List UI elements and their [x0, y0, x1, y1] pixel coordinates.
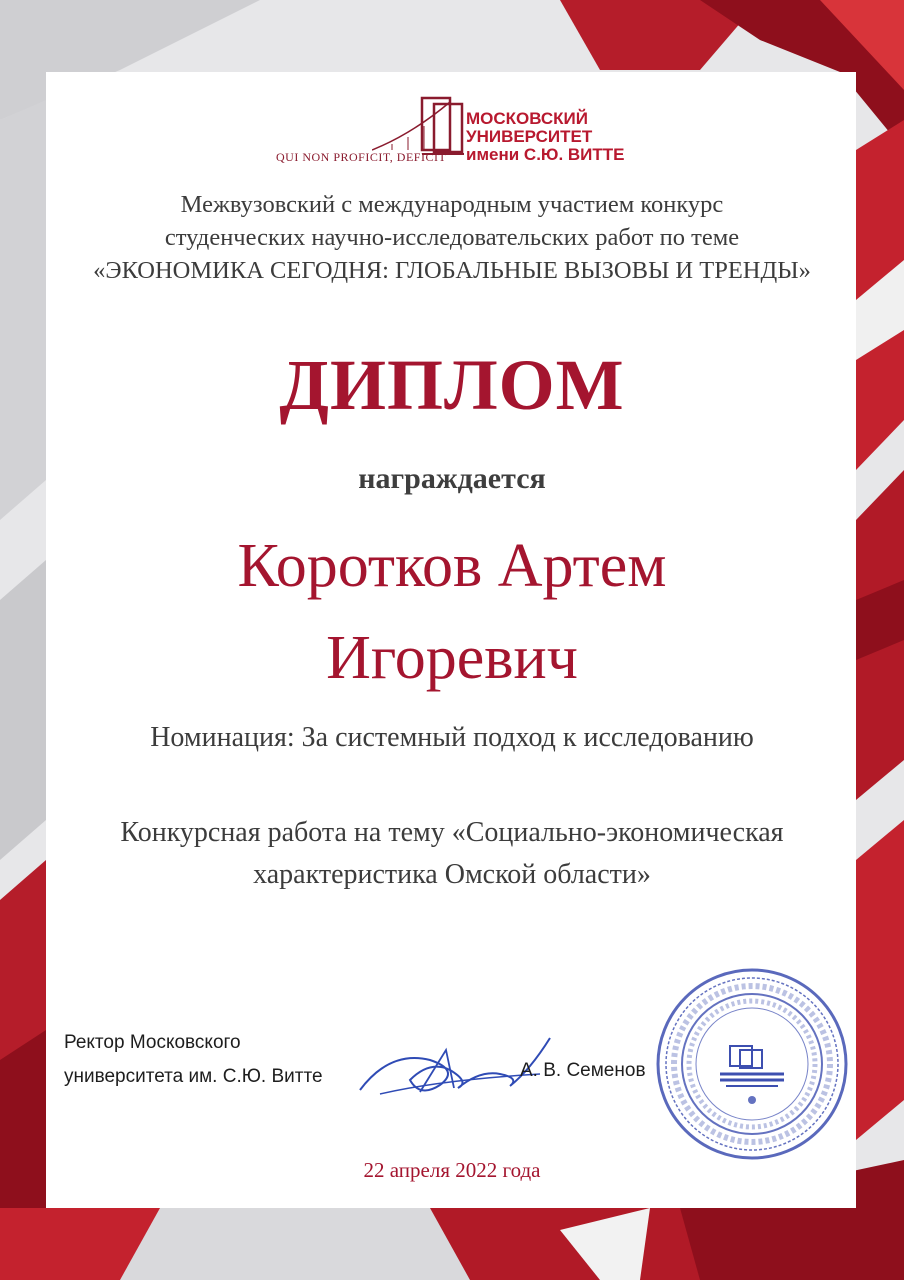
university-logo [276, 94, 636, 174]
nomination: Номинация: За системный подход к исследованию [150, 722, 754, 753]
logo-motto: QUI NON PROFICIT, DEFICIT [276, 150, 447, 164]
contest-line: студенческих научно-исследовательских работ по теме [164, 224, 740, 251]
logo-name-line: УНИВЕРСИТЕТ [466, 127, 593, 146]
recipient-name [0, 520, 904, 704]
university-seal [654, 966, 850, 1162]
work-line: Конкурсная работа на тему «Социально-экономическая [120, 817, 784, 848]
diploma-title: ДИПЛОМ [279, 345, 625, 425]
contest-line: «ЭКОНОМИКА СЕГОДНЯ: ГЛОБАЛЬНЫЕ ВЫЗОВЫ И ТРЕНДЫ» [93, 257, 811, 284]
recipient-name-line: Коротков Артем [237, 532, 667, 600]
contest-line: Межвузовский с международным участием конкурс [180, 191, 724, 218]
rector-name: А. В. Семенов [520, 1060, 646, 1081]
contest-description [0, 188, 904, 287]
book-bridge-icon [372, 94, 468, 158]
award-date: 22 апреля 2022 года [363, 1158, 541, 1182]
competition-work [0, 812, 904, 896]
logo-university-name [466, 110, 636, 164]
logo-name-line: МОСКОВСКИЙ [466, 109, 588, 128]
recipient-name-line: Игоревич [326, 624, 578, 692]
rector-title [64, 1026, 323, 1094]
rector-title-line: Ректор Московского [64, 1032, 241, 1053]
work-line: характеристика Омской области» [253, 859, 651, 890]
logo-name-line: имени С.Ю. ВИТТЕ [466, 145, 625, 164]
rector-title-line: университета им. С.Ю. Витте [64, 1066, 323, 1087]
awarded-label: награждается [358, 462, 546, 495]
